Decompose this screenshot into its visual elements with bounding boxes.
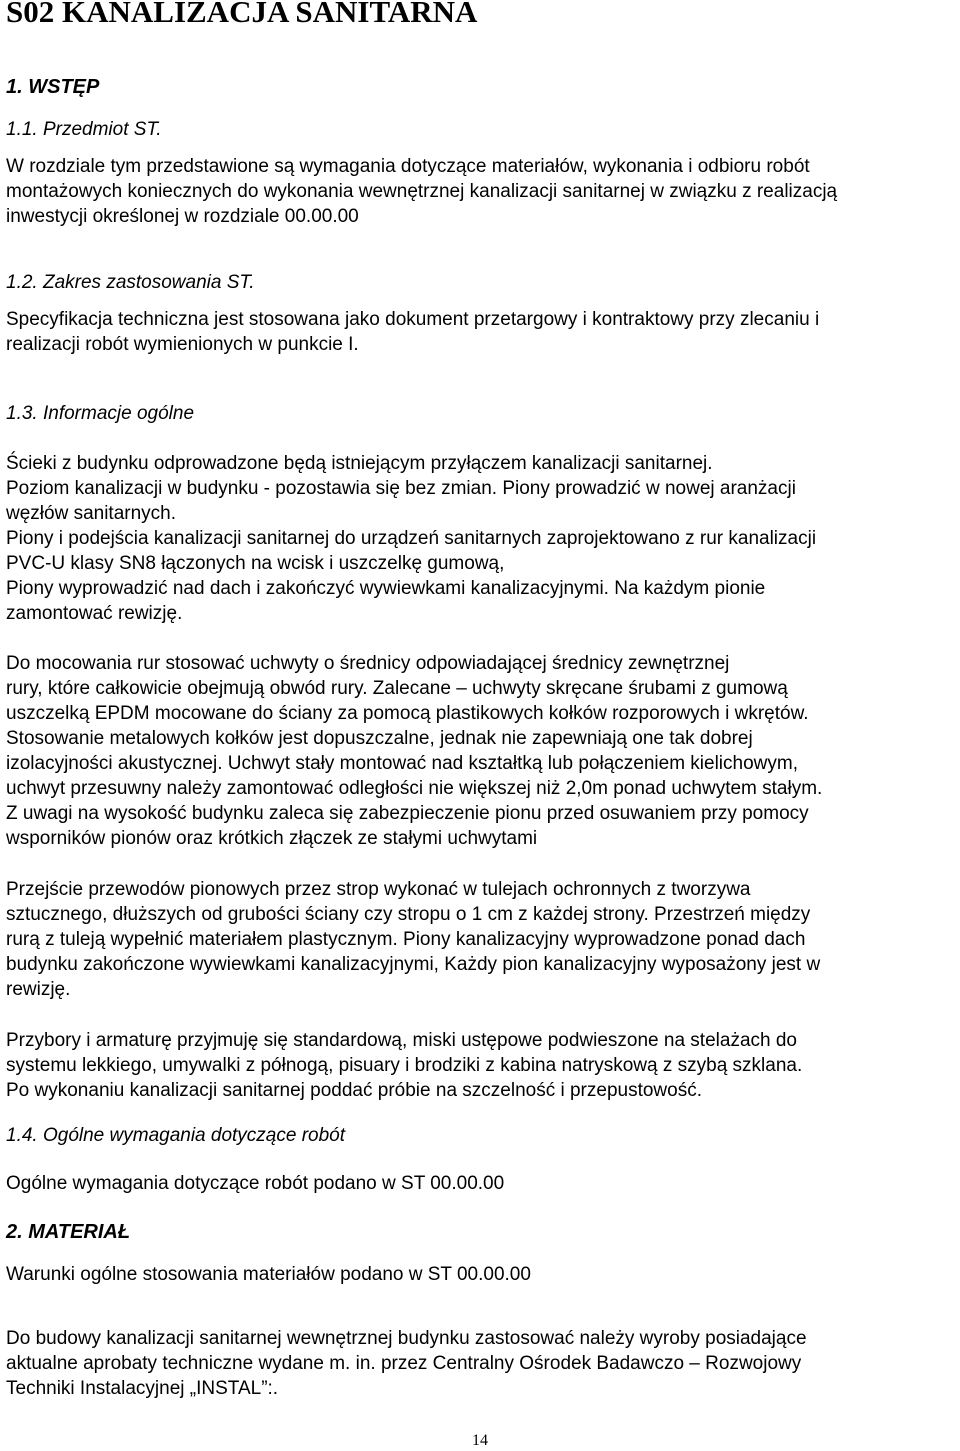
text-line: Piony i podejścia kanalizacji sanitarnej do urządzeń sanitarnych zaprojektowano z rur kanalizacji xyxy=(6,528,817,549)
text-line: budynku zakończone wywiewkami kanalizacyjnymi, Każdy pion kanalizacyjny wyposażony jest w xyxy=(6,954,821,975)
section-heading-2: 2. MATERIAŁ xyxy=(6,1221,131,1243)
text-line: W rozdziale tym przedstawione są wymagania dotyczące materiałów, wykonania i odbioru robót xyxy=(6,156,810,177)
text-line: PVC-U klasy SN8 łączonych na wcisk i uszczelkę gumową, xyxy=(6,553,505,574)
text-line: uszczelką EPDM mocowane do ściany za pomocą plastikowych kołków rozporowych i wkrętów. xyxy=(6,703,809,724)
text-line: Piony wyprowadzić nad dach i zakończyć wywiewkami kanalizacyjnymi. Na każdym pionie xyxy=(6,578,766,599)
document-title: S02 KANALIZACJA SANITARNA xyxy=(6,0,478,29)
paragraph-warunki: Warunki ogólne stosowania materiałów podano w ST 00.00.00 xyxy=(6,1264,531,1285)
text-line: węzłów sanitarnych. xyxy=(6,503,177,524)
text-line: Specyfikacja techniczna jest stosowana jako dokument przetargowy i kontraktowy przy zlecaniu i xyxy=(6,309,820,330)
text-line: rury, które całkowicie obejmują obwód rury. Zalecane – uchwyty skręcane śrubami z gumową xyxy=(6,678,788,699)
section-heading-1-3: 1.3. Informacje ogólne xyxy=(6,403,195,424)
text-line: Po wykonaniu kanalizacji sanitarnej poddać próbie na szczelność i przepustowość. xyxy=(6,1080,702,1101)
text-line: inwestycji określonej w rozdziale 00.00.00 xyxy=(6,206,359,227)
text-line: Ścieki z budynku odprowadzone będą istniejącym przyłączem kanalizacji sanitarnej. xyxy=(6,453,713,474)
text-line: systemu lekkiego, umywalki z półnogą, pisuary i brodziki z kabina natryskową z szybą szklana. xyxy=(6,1055,803,1076)
text-line: Do mocowania rur stosować uchwyty o średnicy odpowiadającej średnicy zewnętrznej xyxy=(6,653,730,674)
text-line: montażowych koniecznych do wykonania wewnętrznej kanalizacji sanitarnej w związku z realizacją xyxy=(6,181,838,202)
text-line: rurą z tuleją wypełnić materiałem plastycznym. Piony kanalizacyjny wyprowadzone ponad dach xyxy=(6,929,806,950)
paragraph-ogolne-wymagania: Ogólne wymagania dotyczące robót podano w ST 00.00.00 xyxy=(6,1173,505,1194)
text-line: Przejście przewodów pionowych przez strop wykonać w tulejach ochronnych z tworzywa xyxy=(6,879,751,900)
page-number: 14 xyxy=(472,1432,488,1449)
paragraph-informacje xyxy=(6,451,960,626)
text-line: Poziom kanalizacji w budynku - pozostawia się bez zmian. Piony prowadzić w nowej aranżacji xyxy=(6,478,796,499)
text-line: sztucznego, dłuższych od grubości ściany czy stropu o 1 cm z każdej strony. Przestrzeń między xyxy=(6,904,811,925)
text-line: uchwyt przesuwny należy zamontować odległości nie większej niż 2,0m ponad uchwytem stałym. xyxy=(6,778,823,799)
text-line: realizacji robót wymienionych w punkcie I. xyxy=(6,334,359,355)
paragraph-budowa xyxy=(6,1326,960,1401)
section-heading-1-1: 1.1. Przedmiot ST. xyxy=(6,119,162,140)
text-line: wsporników pionów oraz krótkich złączek ze stałymi uchwytami xyxy=(6,828,538,849)
paragraph-zakres xyxy=(6,307,960,357)
text-line: Przybory i armaturę przyjmuję się standardową, miski ustępowe podwieszone na stelażach do xyxy=(6,1030,797,1051)
paragraph-przejscie xyxy=(6,877,960,1002)
text-line: aktualne aprobaty techniczne wydane m. in. przez Centralny Ośrodek Badawczo – Rozwojowy xyxy=(6,1353,802,1374)
text-line: zamontować rewizję. xyxy=(6,603,183,624)
text-line: Techniki Instalacyjnej „INSTAL”:. xyxy=(6,1378,279,1399)
text-line: izolacyjności akustycznej. Uchwyt stały montować nad kształtką lub połączeniem kielichowym, xyxy=(6,753,798,774)
text-line: Z uwagi na wysokość budynku zaleca się zabezpieczenie pionu przed osuwaniem przy pomocy xyxy=(6,803,809,824)
text-line: Stosowanie metalowych kołków jest dopuszczalne, jednak nie zapewniają one tak dobrej xyxy=(6,728,753,749)
text-line: rewizję. xyxy=(6,979,71,1000)
section-heading-1-4: 1.4. Ogólne wymagania dotyczące robót xyxy=(6,1125,346,1146)
section-heading-1-2: 1.2. Zakres zastosowania ST. xyxy=(6,272,255,293)
text-line: Do budowy kanalizacji sanitarnej wewnętrznej budynku zastosować należy wyroby posiadające xyxy=(6,1328,807,1349)
paragraph-mocowanie xyxy=(6,651,960,851)
paragraph-przedmiot xyxy=(6,154,960,229)
section-heading-1: 1. WSTĘP xyxy=(6,76,100,98)
paragraph-przybory xyxy=(6,1028,960,1103)
